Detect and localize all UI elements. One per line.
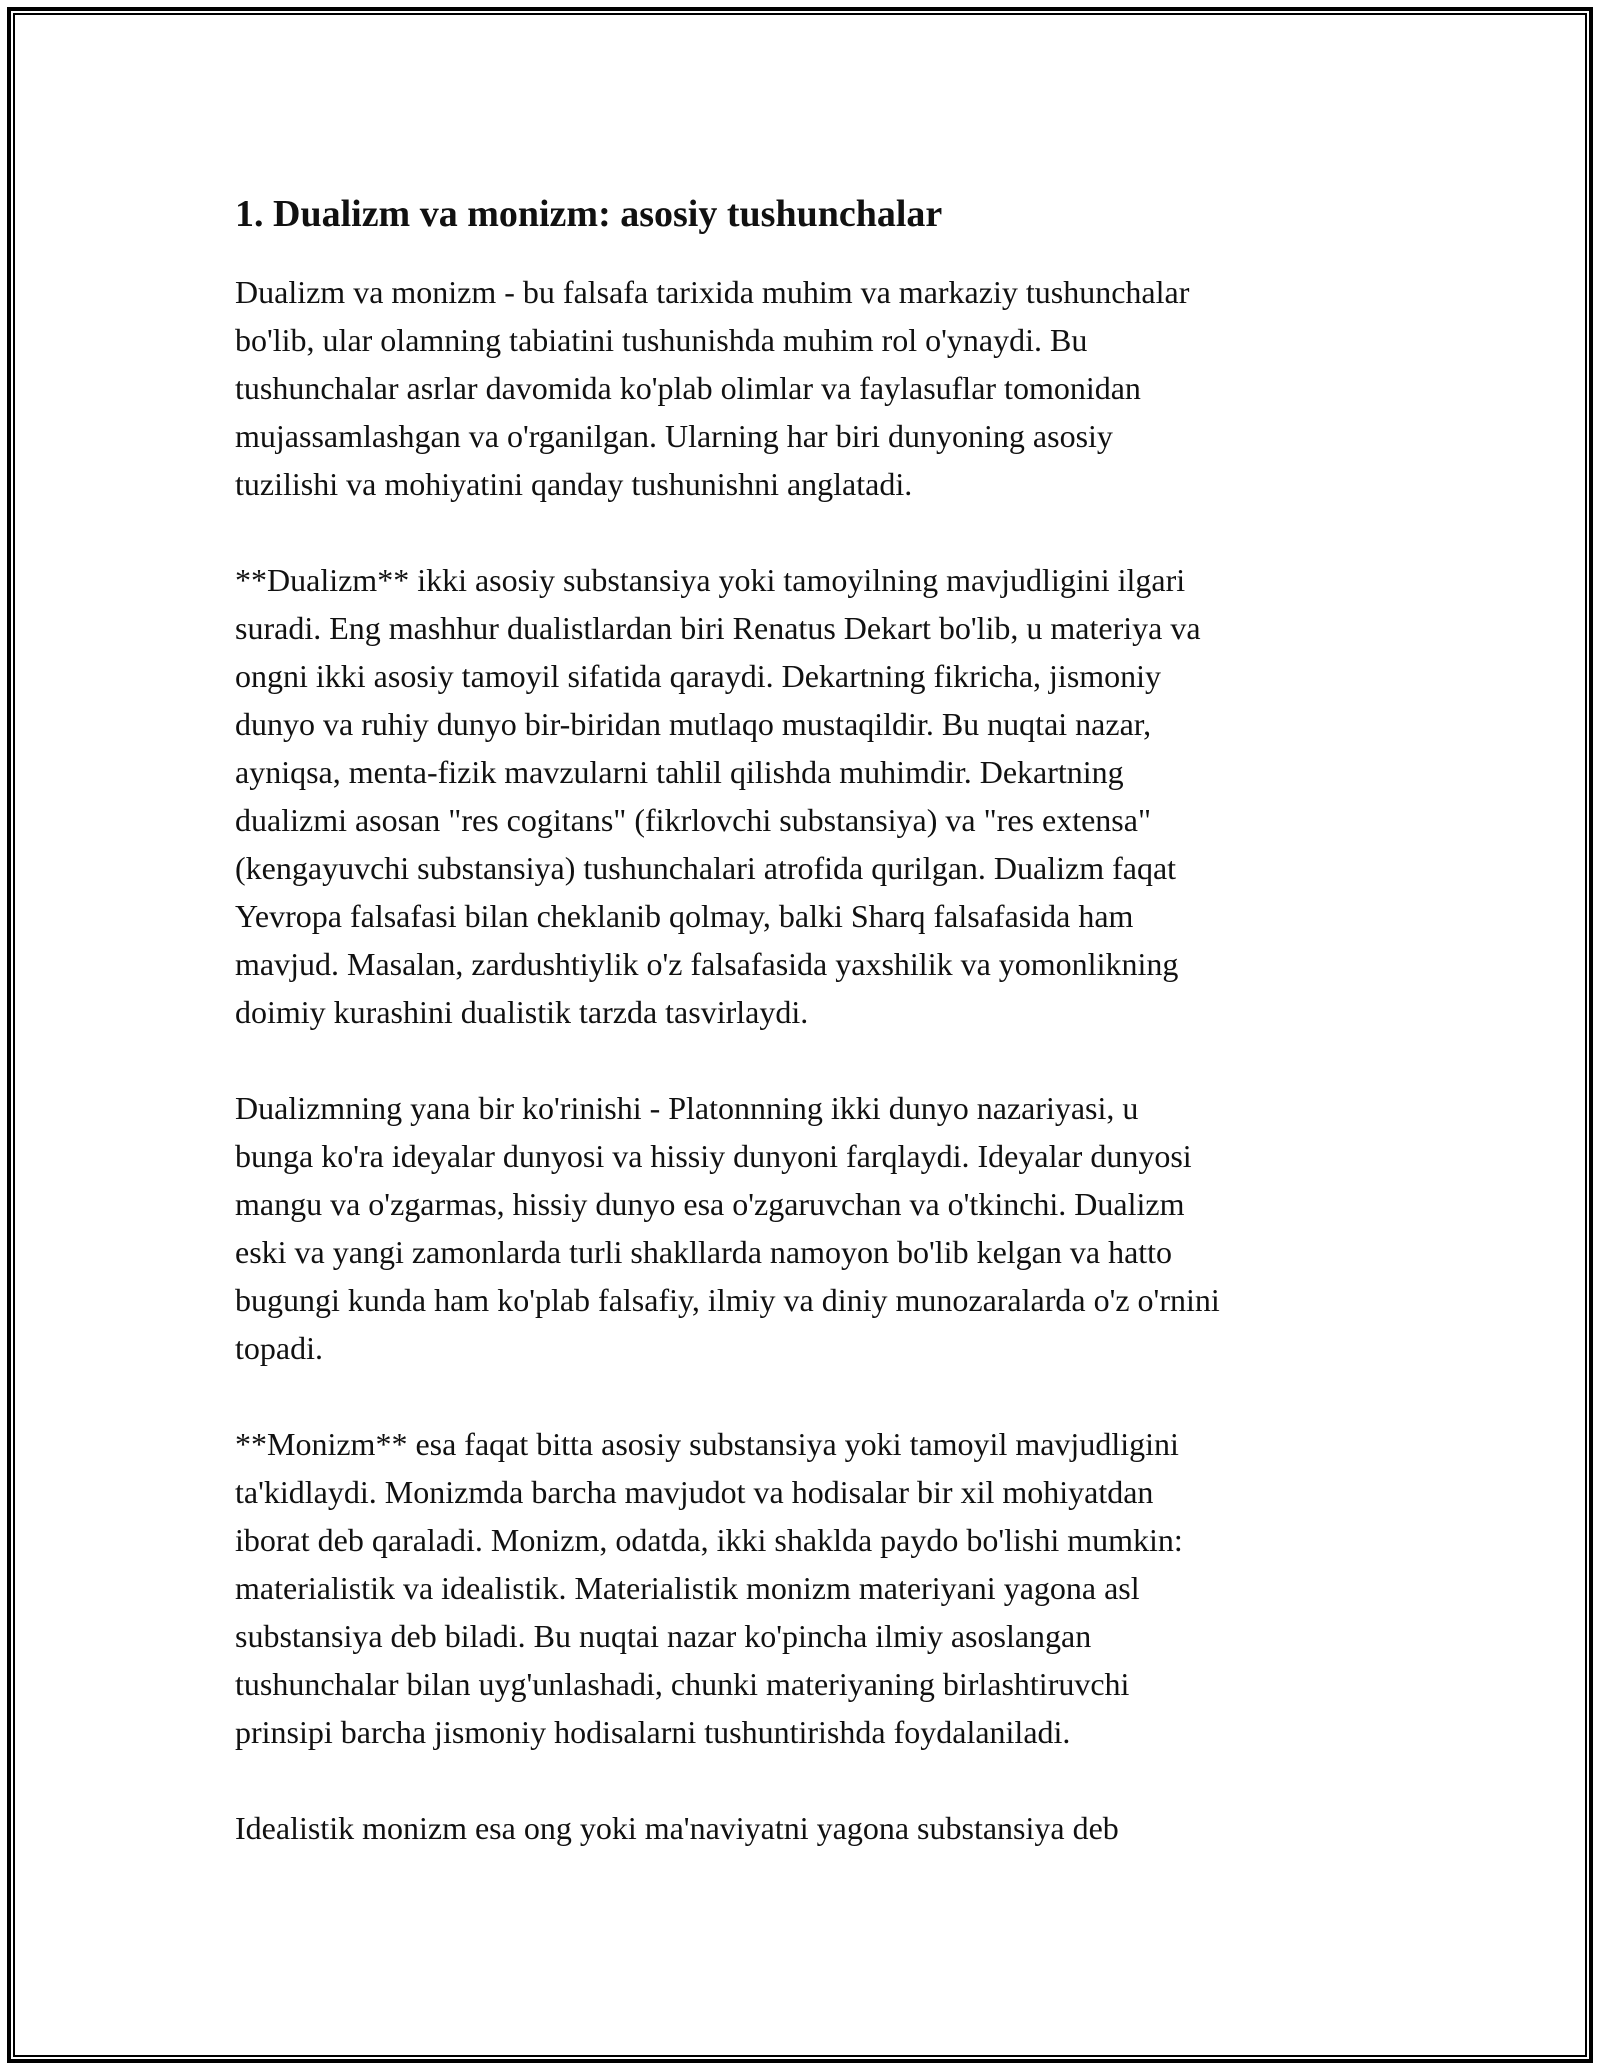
text-line: Dualizm va monizm - bu falsafa tarixida muhim va markaziy tushunchalar xyxy=(235,274,1190,310)
text-line: (kengayuvchi substansiya) tushunchalari atrofida qurilgan. Dualizm faqat xyxy=(235,850,1177,886)
text-line: bo'lib, ular olamning tabiatini tushunishda muhim rol o'ynaydi. Bu xyxy=(235,322,1088,358)
text-line: Yevropa falsafasi bilan cheklanib qolmay, balki Sharq falsafasida ham xyxy=(235,898,1134,934)
paragraph-intro xyxy=(235,268,1375,508)
text-line: **Dualizm** ikki asosiy substansiya yoki tamoyilning mavjudligini ilgari xyxy=(235,562,1186,598)
paragraph-dualism xyxy=(235,556,1375,1036)
text-line: **Monizm** esa faqat bitta asosiy substansiya yoki tamoyil mavjudligini xyxy=(235,1426,1179,1462)
paragraph-idealistic xyxy=(235,1804,1375,1852)
text-line: bugungi kunda ham ko'plab falsafiy, ilmiy va diniy munozaralarda o'z o'rnini xyxy=(235,1282,1220,1318)
paragraph-monism xyxy=(235,1420,1375,1756)
text-line: mujassamlashgan va o'rganilgan. Ularning har biri dunyoning asosiy xyxy=(235,418,1113,454)
text-line: ongni ikki asosiy tamoyil sifatida qaraydi. Dekartning fikricha, jismoniy xyxy=(235,658,1162,694)
section-heading: 1. Dualizm va monizm: asosiy tushunchalar xyxy=(235,193,943,235)
text-line: topadi. xyxy=(235,1330,323,1366)
text-line: dualizmi asosan "res cogitans" (fikrlovchi substansiya) va "res extensa" xyxy=(235,802,1151,838)
text-line: tushunchalar asrlar davomida ko'plab olimlar va faylasuflar tomonidan xyxy=(235,370,1141,406)
document-body xyxy=(235,188,1375,1900)
text-line: Idealistik monizm esa ong yoki ma'naviyatni yagona substansiya deb xyxy=(235,1810,1119,1846)
text-line: eski va yangi zamonlarda turli shakllarda namoyon bo'lib kelgan va hatto xyxy=(235,1234,1173,1270)
text-line: ta'kidlaydi. Monizmda barcha mavjudot va hodisalar bir xil mohiyatdan xyxy=(235,1474,1154,1510)
text-line: doimiy kurashini dualistik tarzda tasvirlaydi. xyxy=(235,994,809,1030)
text-line: materialistik va idealistik. Materialistik monizm materiyani yagona asl xyxy=(235,1570,1140,1606)
text-line: substansiya deb biladi. Bu nuqtai nazar ko'pincha ilmiy asoslangan xyxy=(235,1618,1092,1654)
text-line: prinsipi barcha jismoniy hodisalarni tushuntirishda foydalaniladi. xyxy=(235,1714,1071,1750)
text-line: dunyo va ruhiy dunyo bir-biridan mutlaqo mustaqildir. Bu nuqtai nazar, xyxy=(235,706,1152,742)
text-line: suradi. Eng mashhur dualistlardan biri Renatus Dekart bo'lib, u materiya va xyxy=(235,610,1201,646)
text-line: tuzilishi va mohiyatini qanday tushunishni anglatadi. xyxy=(235,466,913,502)
text-line: mavjud. Masalan, zardushtiylik o'z falsafasida yaxshilik va yomonlikning xyxy=(235,946,1179,982)
text-line: iborat deb qaraladi. Monizm, odatda, ikki shaklda paydo bo'lishi mumkin: xyxy=(235,1522,1183,1558)
text-line: ayniqsa, menta-fizik mavzularni tahlil qilishda muhimdir. Dekartning xyxy=(235,754,1124,790)
text-line: mangu va o'zgarmas, hissiy dunyo esa o'zgaruvchan va o'tkinchi. Dualizm xyxy=(235,1186,1185,1222)
text-line: Dualizmning yana bir ko'rinishi - Platonnning ikki dunyo nazariyasi, u xyxy=(235,1090,1139,1126)
text-line: tushunchalar bilan uyg'unlashadi, chunki materiyaning birlashtiruvchi xyxy=(235,1666,1130,1702)
text-line: bunga ko'ra ideyalar dunyosi va hissiy dunyoni farqlaydi. Ideyalar dunyosi xyxy=(235,1138,1192,1174)
paragraph-plato xyxy=(235,1084,1375,1372)
